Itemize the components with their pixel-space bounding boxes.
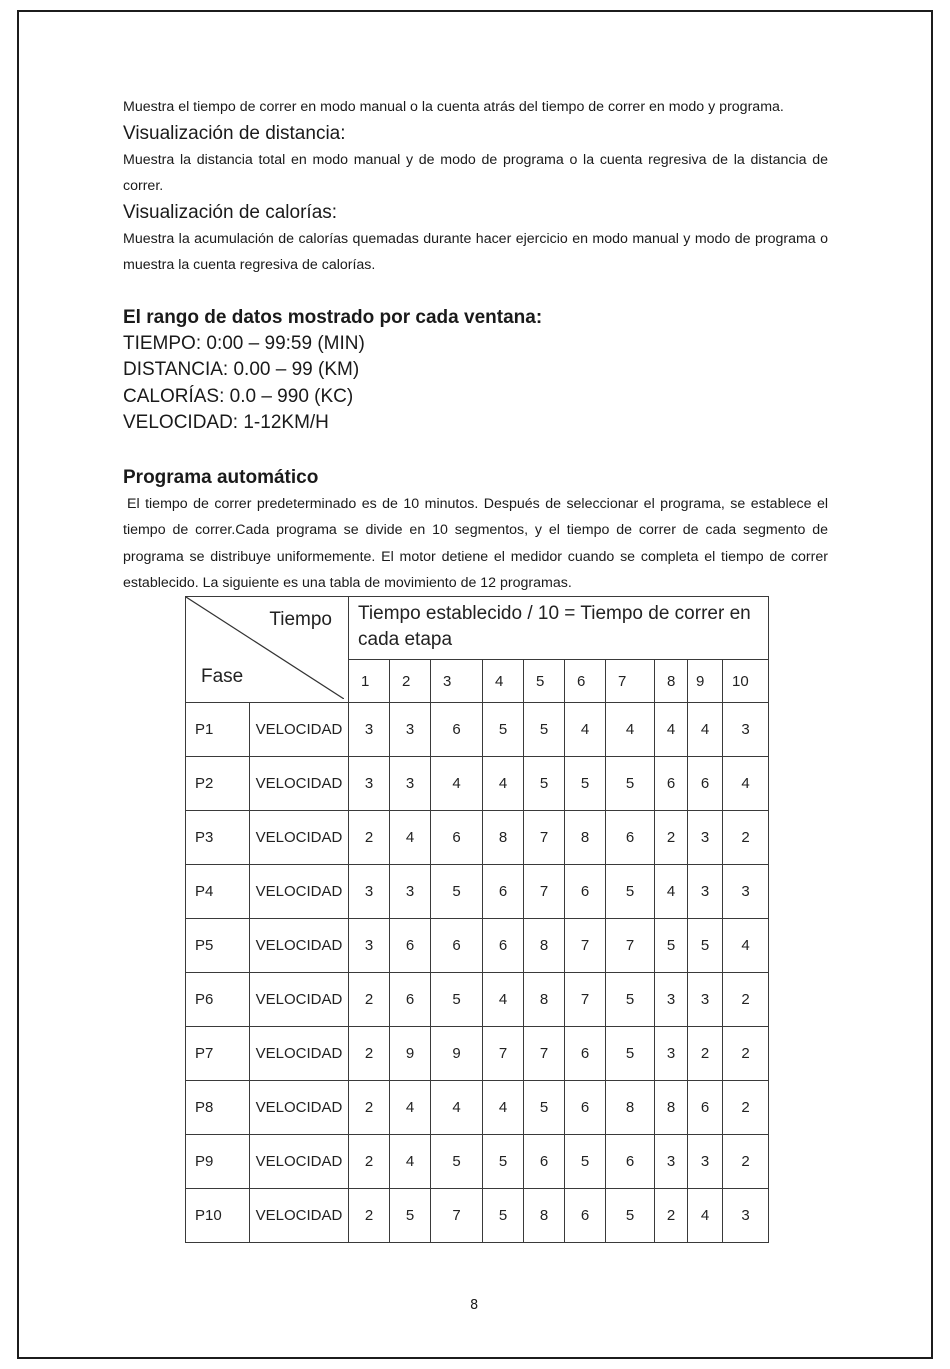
speed-value-cell: 2 [723, 1027, 769, 1081]
speed-value-cell: 3 [349, 865, 390, 919]
speed-value-cell: 5 [431, 865, 483, 919]
program-mode-cell: VELOCIDAD [250, 757, 349, 811]
speed-value-cell: 6 [431, 919, 483, 973]
speed-value-cell: 5 [606, 1027, 655, 1081]
speed-value-cell: 8 [524, 919, 565, 973]
program-name-cell: P1 [186, 703, 250, 757]
speed-value-cell: 3 [655, 1135, 688, 1189]
speed-value-cell: 2 [349, 973, 390, 1027]
speed-value-cell: 4 [431, 1081, 483, 1135]
table-row [186, 1135, 769, 1189]
speed-value-cell: 5 [606, 973, 655, 1027]
range-distance: DISTANCIA: 0.00 – 99 (KM) [123, 359, 360, 380]
speed-value-cell: 8 [524, 1189, 565, 1243]
speed-value-cell: 4 [483, 757, 524, 811]
time-display-description: Muestra el tiempo de correr en modo manual o la cuenta atrás del tiempo de correr en modo y programa. [123, 99, 784, 115]
speed-value-cell: 6 [688, 1081, 723, 1135]
speed-value-cell: 6 [565, 1027, 606, 1081]
speed-value-cell: 7 [431, 1189, 483, 1243]
speed-value-cell: 5 [524, 1081, 565, 1135]
program-name-cell: P5 [186, 919, 250, 973]
data-range-heading: El rango de datos mostrado por cada ventana: [123, 306, 543, 328]
speed-value-cell: 3 [655, 1027, 688, 1081]
speed-value-cell: 7 [565, 919, 606, 973]
speed-value-cell: 6 [655, 757, 688, 811]
speed-value-cell: 3 [723, 1189, 769, 1243]
speed-value-cell: 5 [390, 1189, 431, 1243]
speed-value-cell: 4 [655, 865, 688, 919]
column-header: 1 [349, 660, 390, 703]
page-content [123, 94, 828, 597]
speed-value-cell: 7 [565, 973, 606, 1027]
program-mode-cell: VELOCIDAD [250, 865, 349, 919]
speed-value-cell: 5 [565, 757, 606, 811]
page-number: 8 [470, 1298, 479, 1313]
table-row [186, 865, 769, 919]
program-name-cell: P6 [186, 973, 250, 1027]
speed-value-cell: 5 [431, 1135, 483, 1189]
speed-value-cell: 2 [349, 1081, 390, 1135]
speed-value-cell: 5 [606, 757, 655, 811]
speed-value-cell: 4 [483, 1081, 524, 1135]
speed-value-cell: 5 [483, 1135, 524, 1189]
program-name-cell: P8 [186, 1081, 250, 1135]
program-mode-cell: VELOCIDAD [250, 703, 349, 757]
column-header: 8 [655, 660, 688, 703]
speed-value-cell: 3 [688, 865, 723, 919]
range-speed: VELOCIDAD: 1-12KM/H [123, 412, 329, 433]
table-header-row [186, 597, 769, 660]
range-time: TIEMPO: 0:00 – 99:59 (MIN) [123, 332, 365, 354]
speed-value-cell: 8 [483, 811, 524, 865]
speed-value-cell: 2 [349, 1027, 390, 1081]
speed-value-cell: 4 [723, 757, 769, 811]
speed-value-cell: 3 [655, 973, 688, 1027]
range-calories: CALORÍAS: 0.0 – 990 (KC) [123, 385, 354, 407]
corner-label-fase: Fase [201, 666, 244, 687]
speed-value-cell: 5 [431, 973, 483, 1027]
speed-value-cell: 6 [524, 1135, 565, 1189]
table-header-title: Tiempo establecido / 10 = Tiempo de correr en cada etapa [349, 597, 769, 660]
speed-value-cell: 4 [390, 1135, 431, 1189]
speed-value-cell: 5 [606, 1189, 655, 1243]
speed-value-cell: 6 [431, 811, 483, 865]
column-header: 6 [565, 660, 606, 703]
speed-value-cell: 2 [349, 811, 390, 865]
speed-value-cell: 4 [390, 1081, 431, 1135]
speed-value-cell: 4 [606, 703, 655, 757]
table-row [186, 1081, 769, 1135]
speed-value-cell: 8 [565, 811, 606, 865]
program-mode-cell: VELOCIDAD [250, 1081, 349, 1135]
speed-value-cell: 7 [524, 865, 565, 919]
speed-value-cell: 7 [483, 1027, 524, 1081]
distance-display-description: Muestra la distancia total en modo manual y de modo de programa o la cuenta regresiva de la distancia de correr. [123, 151, 828, 194]
speed-value-cell: 5 [483, 703, 524, 757]
speed-value-cell: 7 [524, 1027, 565, 1081]
speed-value-cell: 3 [390, 757, 431, 811]
speed-value-cell: 4 [565, 703, 606, 757]
speed-value-cell: 3 [723, 865, 769, 919]
speed-value-cell: 7 [606, 919, 655, 973]
speed-value-cell: 6 [606, 1135, 655, 1189]
speed-value-cell: 9 [431, 1027, 483, 1081]
speed-value-cell: 5 [606, 865, 655, 919]
column-header: 9 [688, 660, 723, 703]
speed-value-cell: 3 [349, 919, 390, 973]
speed-value-cell: 3 [723, 703, 769, 757]
speed-value-cell: 4 [688, 703, 723, 757]
speed-value-cell: 6 [390, 973, 431, 1027]
speed-value-cell: 5 [483, 1189, 524, 1243]
speed-value-cell: 2 [655, 811, 688, 865]
auto-program-description: El tiempo de correr predeterminado es de 10 minutos. Después de seleccionar el programa, se establece el tiempo de correr.Cada programa se divide en 10 segmentos, y el tiempo de correr de cada segmento de programa se distribuye uniformemente. El motor detiene el medidor cuando se completa el tiempo de correr establecido. La siguiente es una tabla de movimiento de 12 programas. [123, 495, 828, 591]
program-name-cell: P4 [186, 865, 250, 919]
program-name-cell: P9 [186, 1135, 250, 1189]
speed-value-cell: 4 [655, 703, 688, 757]
calories-display-heading: Visualización de calorías: [123, 201, 338, 223]
speed-value-cell: 6 [565, 1081, 606, 1135]
speed-value-cell: 3 [688, 811, 723, 865]
speed-value-cell: 5 [524, 757, 565, 811]
speed-value-cell: 2 [723, 973, 769, 1027]
corner-label-tiempo: Tiempo [269, 609, 332, 630]
speed-value-cell: 2 [688, 1027, 723, 1081]
speed-value-cell: 8 [606, 1081, 655, 1135]
speed-value-cell: 3 [688, 1135, 723, 1189]
column-header: 2 [390, 660, 431, 703]
speed-value-cell: 3 [349, 757, 390, 811]
speed-value-cell: 6 [390, 919, 431, 973]
speed-value-cell: 4 [723, 919, 769, 973]
speed-value-cell: 2 [349, 1189, 390, 1243]
speed-value-cell: 6 [565, 865, 606, 919]
speed-value-cell: 2 [723, 1081, 769, 1135]
speed-value-cell: 6 [483, 919, 524, 973]
table-row [186, 757, 769, 811]
program-mode-cell: VELOCIDAD [250, 1189, 349, 1243]
column-header: 4 [483, 660, 524, 703]
table-row [186, 703, 769, 757]
speed-value-cell: 5 [524, 703, 565, 757]
speed-value-cell: 6 [565, 1189, 606, 1243]
speed-value-cell: 8 [524, 973, 565, 1027]
speed-value-cell: 2 [349, 1135, 390, 1189]
column-header: 5 [524, 660, 565, 703]
speed-value-cell: 5 [565, 1135, 606, 1189]
column-header: 10 [723, 660, 769, 703]
table-row [186, 811, 769, 865]
speed-value-cell: 5 [688, 919, 723, 973]
table-row [186, 973, 769, 1027]
column-header: 7 [606, 660, 655, 703]
calories-display-description: Muestra la acumulación de calorías quemadas durante hacer ejercicio en modo manual y modo de programa o muestra la cuenta regresiva de calorías. [123, 230, 828, 273]
program-name-cell: P3 [186, 811, 250, 865]
program-name-cell: P2 [186, 757, 250, 811]
speed-value-cell: 5 [655, 919, 688, 973]
program-name-cell: P10 [186, 1189, 250, 1243]
speed-value-cell: 2 [723, 1135, 769, 1189]
speed-value-cell: 2 [655, 1189, 688, 1243]
speed-value-cell: 4 [390, 811, 431, 865]
table-row [186, 919, 769, 973]
program-mode-cell: VELOCIDAD [250, 919, 349, 973]
speed-value-cell: 3 [390, 703, 431, 757]
speed-value-cell: 6 [483, 865, 524, 919]
program-mode-cell: VELOCIDAD [250, 1135, 349, 1189]
speed-value-cell: 3 [349, 703, 390, 757]
speed-value-cell: 7 [524, 811, 565, 865]
program-table [185, 596, 769, 1243]
distance-display-heading: Visualización de distancia: [123, 122, 346, 144]
speed-value-cell: 4 [688, 1189, 723, 1243]
speed-value-cell: 6 [688, 757, 723, 811]
speed-value-cell: 8 [655, 1081, 688, 1135]
auto-program-heading: Programa automático [123, 466, 319, 488]
column-header: 3 [431, 660, 483, 703]
table-corner-cell [186, 597, 349, 703]
speed-value-cell: 3 [390, 865, 431, 919]
speed-value-cell: 2 [723, 811, 769, 865]
program-mode-cell: VELOCIDAD [250, 973, 349, 1027]
speed-value-cell: 6 [606, 811, 655, 865]
program-mode-cell: VELOCIDAD [250, 811, 349, 865]
program-mode-cell: VELOCIDAD [250, 1027, 349, 1081]
table-row [186, 1027, 769, 1081]
speed-value-cell: 4 [483, 973, 524, 1027]
program-name-cell: P7 [186, 1027, 250, 1081]
speed-value-cell: 4 [431, 757, 483, 811]
speed-value-cell: 9 [390, 1027, 431, 1081]
table-row [186, 1189, 769, 1243]
speed-value-cell: 6 [431, 703, 483, 757]
speed-value-cell: 3 [688, 973, 723, 1027]
